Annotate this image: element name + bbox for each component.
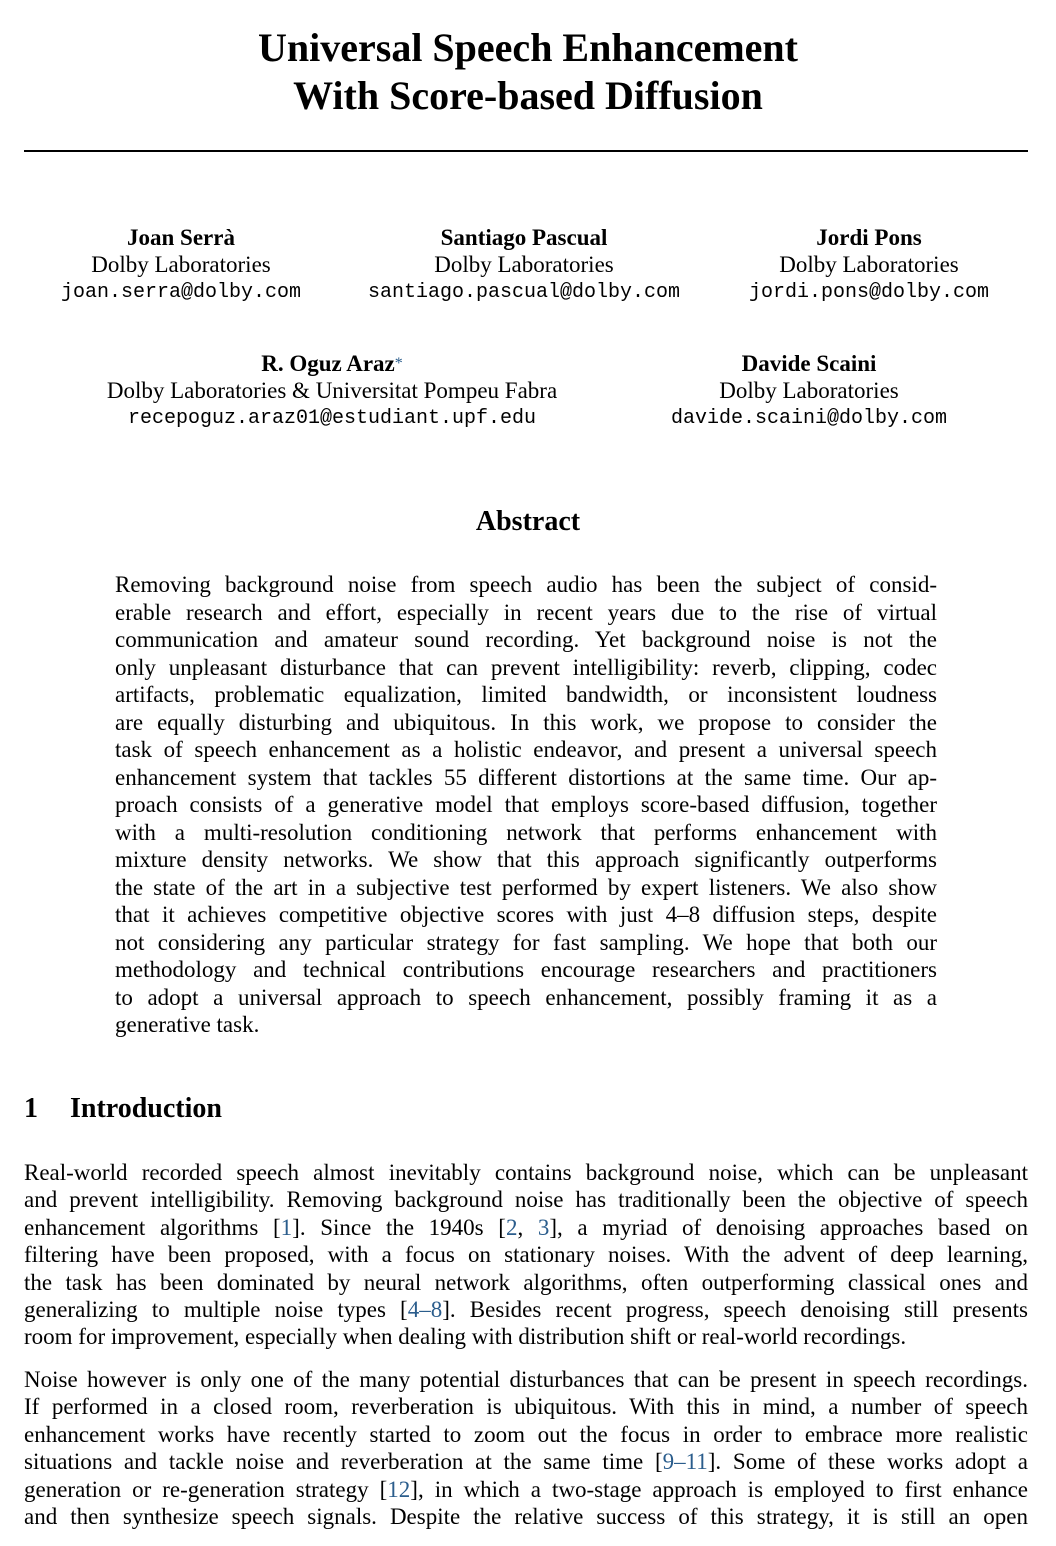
paper-title-line-1: Universal Speech Enhancement: [258, 25, 798, 70]
citation-link[interactable]: 2: [505, 1214, 518, 1240]
paragraph-line: filtering have been proposed, with a focus on stationary noises. With the advent of deep learning,: [24, 1242, 1028, 1268]
citation-link[interactable]: 1: [280, 1214, 293, 1240]
author-email: santiago.pascual@dolby.com: [367, 281, 681, 304]
section-title: Introduction: [70, 1093, 222, 1124]
paragraph-line: [24, 1448, 1028, 1475]
line-text: enhancement algorithms [: [24, 1214, 281, 1240]
author-email: joan.serra@dolby.com: [60, 281, 302, 304]
author-block: [70, 350, 594, 433]
abstract-line: artifacts, problematic equalization, limited bandwidth, or inconsistent loudness: [115, 682, 937, 707]
abstract-line: proach consists of a generative model that employs score-based diffusion, together: [115, 792, 937, 817]
line-text: ]. Some of these works adopt a: [707, 1449, 1028, 1475]
line-text: ]. Besides recent progress, speech denoising still presents: [442, 1296, 1028, 1322]
abstract-line: that it achieves competitive objective scores with just 4–8 diffusion steps, despite: [115, 902, 937, 927]
abstract-line: are equally disturbing and ubiquitous. In this work, we propose to consider the: [115, 709, 937, 735]
paragraph-line: Real-world recorded speech almost inevitably contains background noise, which can be unpleasant: [24, 1160, 1028, 1185]
paragraph-line: and then synthesize speech signals. Despite the relative success of this strategy, it is still an open: [24, 1503, 1028, 1529]
line-text: ], in which a two-stage approach is employed to first enhance: [410, 1476, 1028, 1502]
author-name-row: [70, 350, 594, 377]
author-name: Joan Serrà: [127, 225, 235, 250]
paragraph-line: Noise however is only one of the many potential disturbances that can be present in speech recordings.: [24, 1367, 1028, 1392]
line-text: situations and tackle noise and reverberation at the same time [: [24, 1449, 663, 1475]
author-affiliation: Dolby Laboratories: [434, 252, 614, 277]
author-block: [646, 350, 972, 433]
abstract-line: not considering any particular strategy for fast sampling. We hope that both our: [115, 929, 937, 955]
paragraph-line: [24, 1476, 1028, 1503]
abstract-line: mixture density networks. We show that this approach significantly outperforms: [115, 847, 937, 872]
paper-title: [0, 24, 1056, 120]
author-name: R. Oguz Araz: [261, 351, 395, 376]
line-text: generation or re-generation strategy [: [24, 1476, 388, 1502]
footnote-marker[interactable]: *: [394, 355, 403, 372]
author-name: Jordi Pons: [816, 225, 922, 250]
author-email: davide.scaini@dolby.com: [670, 407, 948, 430]
abstract-line: enhancement system that tackles 55 different distortions at the same time. Our ap-: [115, 764, 937, 790]
author-name: Santiago Pascual: [440, 225, 608, 250]
citation-link[interactable]: 9–11: [662, 1449, 708, 1475]
line-text: ]. Since the 1940s [: [292, 1214, 506, 1240]
line-text: ,: [517, 1214, 538, 1240]
line-text: ], a myriad of denoising approaches based on: [549, 1214, 1028, 1240]
paragraph-line: [24, 1214, 1028, 1241]
author-affiliation: Dolby Laboratories & Universitat Pompeu Fabra: [106, 378, 558, 403]
intro-paragraph-1: [24, 1159, 1028, 1351]
citation-link[interactable]: 3: [537, 1214, 550, 1240]
abstract-line: task of speech enhancement as a holistic endeavor, and present a universal speech: [115, 737, 937, 762]
abstract-body: [115, 571, 937, 1039]
paragraph-line: enhancement works have recently started to zoom out the focus in order to embrace more realistic: [24, 1421, 1028, 1447]
abstract-line: communication and amateur sound recording. Yet background noise is not the: [115, 627, 937, 652]
author-affiliation: Dolby Laboratories: [779, 252, 959, 277]
abstract-line: to adopt a universal approach to speech enhancement, possibly framing it as a: [115, 984, 937, 1010]
line-text: generalizing to multiple noise types [: [24, 1296, 408, 1322]
author-block: [40, 224, 322, 307]
abstract-heading: Abstract: [475, 506, 581, 537]
abstract-line: only unpleasant disturbance that can prevent intelligibility: reverb, clipping, codec: [115, 654, 937, 680]
paragraph-line: and prevent intelligibility. Removing background noise has traditionally been the objective of speech: [24, 1187, 1028, 1213]
author-block: [344, 224, 704, 307]
abstract-line: the state of the art in a subjective test performed by expert listeners. We also show: [115, 874, 937, 900]
abstract-line: with a multi-resolution conditioning network that performs enhancement with: [115, 819, 937, 845]
paragraph-line: room for improvement, especially when dealing with distribution shift or real-world recordings.: [24, 1324, 907, 1350]
citation-link[interactable]: 4–8: [407, 1296, 443, 1322]
intro-paragraph-2: [24, 1366, 1028, 1530]
author-block: [724, 224, 1014, 307]
paragraph-line: [24, 1296, 1028, 1323]
paper-title-line-2: With Score-based Diffusion: [293, 73, 763, 118]
author-email: recepoguz.araz01@estudiant.upf.edu: [127, 407, 537, 430]
paragraph-line: If performed in a closed room, reverberation is ubiquitous. With this in mind, a number of speech: [24, 1394, 1028, 1420]
citation-link[interactable]: 12: [387, 1476, 411, 1502]
author-affiliation: Dolby Laboratories: [91, 252, 271, 277]
abstract-line: Removing background noise from speech audio has been the subject of consid-: [115, 572, 937, 597]
paragraph-line: the task has been dominated by neural network algorithms, often outperforming classical ones and: [24, 1269, 1028, 1295]
section-heading: [24, 1092, 222, 1126]
title-rule: [24, 150, 1028, 152]
abstract-line: erable research and effort, especially in recent years due to the rise of virtual: [115, 599, 937, 625]
section-number: 1: [24, 1093, 38, 1124]
author-affiliation: Dolby Laboratories: [719, 378, 899, 403]
author-name: Davide Scaini: [741, 351, 877, 376]
author-email: jordi.pons@dolby.com: [748, 281, 990, 304]
abstract-line: generative task.: [115, 1012, 260, 1037]
abstract-line: methodology and technical contributions encourage researchers and practitioners: [115, 957, 937, 982]
